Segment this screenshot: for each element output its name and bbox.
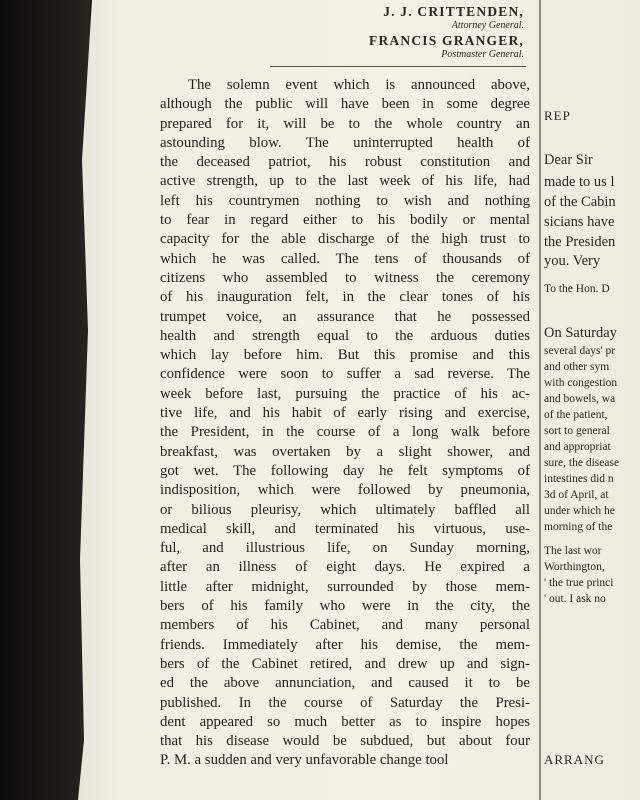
- article-line: dent appeared so much better as to inspire hopes: [160, 713, 530, 730]
- article-line: week before last, pursuing the practice of his ac-: [160, 385, 530, 402]
- right-column-line: made to us l: [544, 174, 615, 190]
- article-line: P. M. a sudden and very unfavorable change tool: [160, 752, 449, 769]
- right-column-line: The last wor: [544, 545, 602, 557]
- article-line: bers of his family who were in the city, the: [160, 598, 530, 615]
- signature-crittenden: [268, 4, 524, 31]
- article-line: trumpet voice, an assurance that he possessed: [160, 308, 530, 325]
- article-line: breakfast, was overtaken by a slight shower, and: [160, 443, 530, 460]
- right-column-line: REP: [544, 108, 571, 123]
- right-column-line: morning of the: [544, 521, 613, 533]
- article-line: ed the above annunciation, and caused it to be: [160, 675, 530, 692]
- article-line: astounding blow. The uninterrupted health of: [160, 134, 530, 151]
- article-line: indisposition, which were followed by pneumonia,: [160, 482, 530, 499]
- article-line: that his disease would be subdued, but about four: [160, 733, 530, 750]
- signature-granger: [268, 33, 524, 60]
- article-line: little after midnight, surrounded by those mem-: [160, 578, 530, 595]
- article-line: after an illness of eight days. He expired a: [160, 559, 530, 576]
- article-line: bers of the Cabinet retired, and drew up and sign-: [160, 655, 530, 672]
- signature-rule: [270, 66, 526, 67]
- article-line: published. In the course of Saturday the Presi-: [160, 694, 530, 711]
- right-column-line: with congestion: [544, 377, 618, 389]
- article-line: left his countrymen nothing to wish and nothing: [160, 192, 530, 209]
- right-column-line: and appropriat: [544, 441, 611, 453]
- right-column-line: sicians have: [544, 214, 615, 230]
- right-column-line: of the patient,: [544, 409, 608, 421]
- right-column-line: To the Hon. D: [544, 283, 610, 295]
- article-line: medical skill, and terminated his virtuous, use-: [160, 520, 530, 537]
- signature-title: Attorney General.: [451, 20, 524, 31]
- article-line: citizens who assembled to witness the ceremony: [160, 269, 530, 286]
- right-column-line: ' out. I ask no: [544, 593, 606, 605]
- article-line: confidence were soon to suffer a sad reverse. The: [160, 366, 530, 383]
- right-column-line: sure, the disease: [544, 457, 620, 469]
- article-line: the President, in the course of a long walk before: [160, 424, 530, 441]
- article-line: or bilious pleurisy, which ultimately baffled all: [160, 501, 530, 518]
- right-column-line: several days' pr: [544, 345, 616, 357]
- article-line: friends. Immediately after his demise, the mem-: [160, 636, 530, 653]
- dark-background: [0, 0, 90, 800]
- right-column-line: 3d of April, at: [544, 489, 609, 501]
- right-column-line: the Presiden: [544, 234, 616, 250]
- right-column-line: and bowels, wa: [544, 393, 616, 405]
- right-column-line: ARRANG: [544, 752, 605, 767]
- article-line: the deceased patriot, his robust constitution and: [160, 154, 530, 171]
- article-line: which lay before him. But this promise and this: [160, 347, 530, 364]
- right-column-line: On Saturday: [544, 325, 617, 341]
- article-line: ful, and illustrious life, on Sunday morning,: [160, 540, 530, 557]
- article-line: although the public will have been in some degree: [160, 96, 530, 113]
- right-column-line: sort to general: [544, 425, 610, 437]
- right-column-line: ' the true princi: [544, 577, 614, 589]
- article-body: [160, 76, 530, 771]
- article-line: capacity for the able discharge of the high trust to: [160, 231, 530, 248]
- signature-title: Postmaster General.: [441, 49, 524, 60]
- right-column-line: you. Very: [544, 253, 601, 269]
- right-column-line: intestines did n: [544, 473, 614, 485]
- signature-name: FRANCIS GRANGER,: [369, 33, 524, 48]
- signature-name: J. J. CRITTENDEN,: [383, 4, 524, 19]
- article-line: tive life, and his habit of early rising and exercise,: [160, 405, 530, 422]
- article-line: to fear in regard either to his bodily or mental: [160, 212, 530, 229]
- article-line: The solemn event which is announced above,: [188, 77, 530, 93]
- right-column-line: Dear Sir: [544, 152, 593, 168]
- article-line: of his inauguration felt, in the clear tones of his: [160, 289, 530, 306]
- article-line: active strength, up to the last week of his life, had: [160, 173, 530, 190]
- article-line: got wet. The following day he felt symptoms of: [160, 462, 530, 479]
- article-line: prepared for it, will be to the whole country an: [160, 115, 530, 132]
- column-rule: [539, 0, 541, 800]
- right-column-line: of the Cabin: [544, 194, 616, 210]
- article-line: members of his Cabinet, and many personal: [160, 617, 530, 634]
- right-column-line: Worthington,: [544, 561, 605, 573]
- article-line: health and strength equal to the arduous duties: [160, 327, 530, 344]
- article-line: which he was called. The tens of thousands of: [160, 250, 530, 267]
- right-column-line: under which he: [544, 505, 615, 517]
- right-column-line: and other sym: [544, 361, 610, 373]
